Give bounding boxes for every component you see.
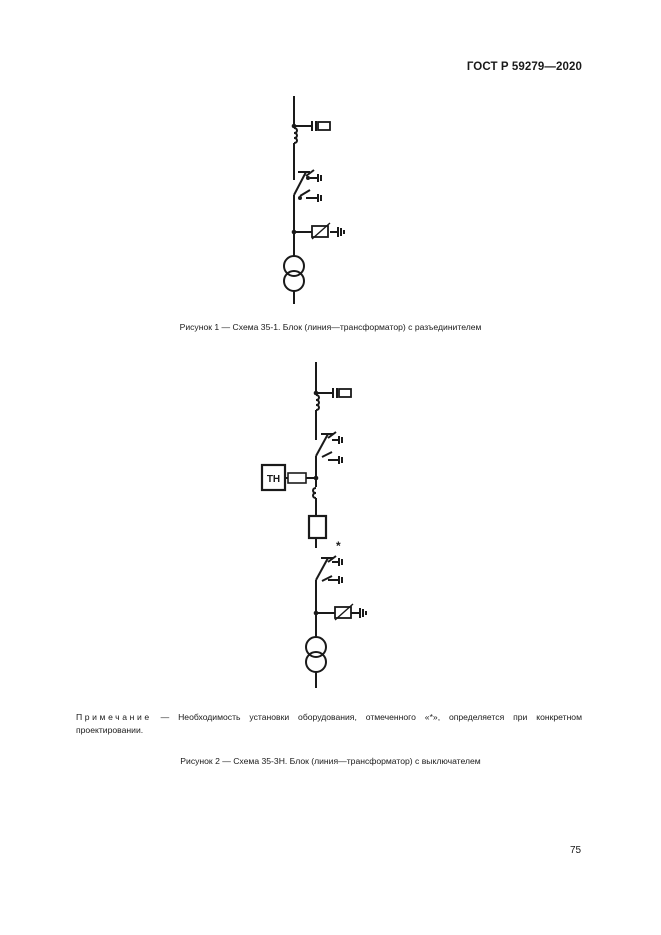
current-transformer-coil (313, 488, 316, 498)
vt-fuse (288, 473, 306, 483)
top-arrester-box-2 (339, 389, 351, 397)
transformer-winding-2-fig2 (306, 652, 326, 672)
figure-1-caption: Рисунок 1 — Схема 35-1. Блок (линия—трансформатор) с разъединителем (179, 322, 482, 332)
line-trap-coil-2 (316, 395, 319, 410)
page-number: 75 (570, 845, 582, 856)
circuit-breaker (309, 516, 326, 538)
figure-2-note (76, 711, 582, 737)
note-label: Примечание (76, 712, 152, 722)
figure-2-caption: Рисунок 2 — Схема 35-3Н. Блок (линия—трансформатор) с выключателем (180, 756, 481, 766)
vt-label: ТН (266, 474, 281, 485)
asterisk-mark: * (336, 539, 341, 553)
note-text: — Необходимость установки оборудования, отмеченного «*», определяется при конкретном проектировании. (76, 712, 582, 735)
document-header: ГОСТ Р 59279—2020 (466, 61, 582, 73)
